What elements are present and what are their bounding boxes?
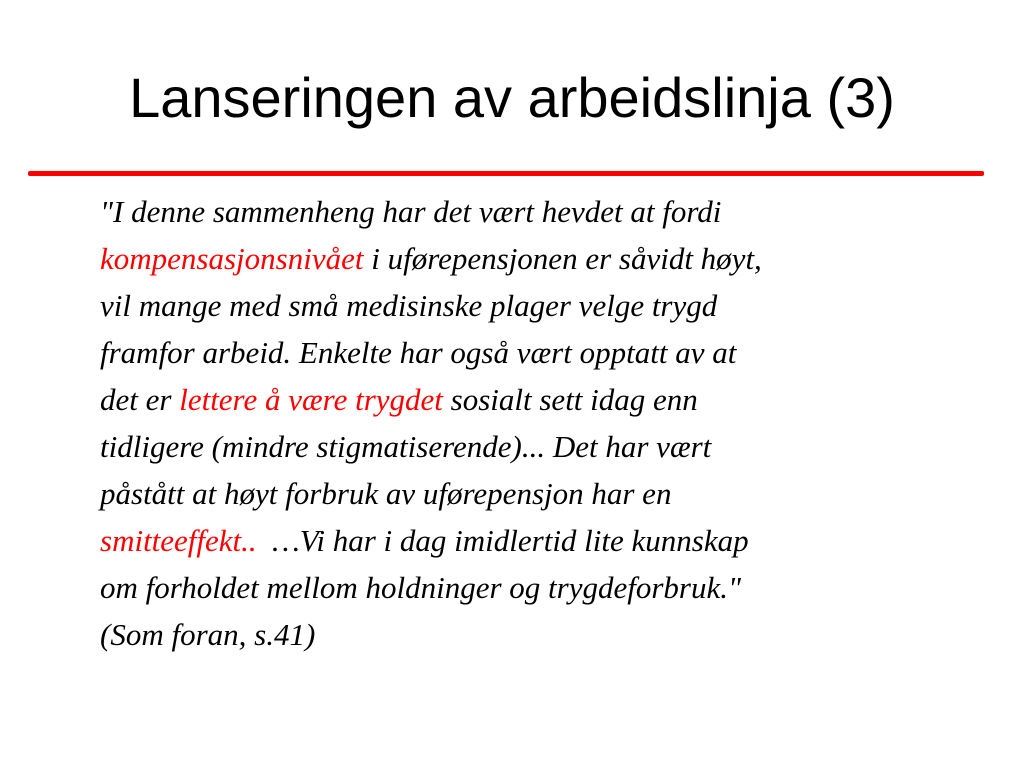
highlight-smitteeffekt: smitteeffekt.. [100, 523, 257, 558]
quote-line-5-post: sosialt sett idag enn [442, 382, 698, 417]
quote-line-9: om forholdet mellom holdninger og trygdeforbruk." [100, 570, 742, 605]
highlight-kompensasjonsnivaaet: kompensasjonsnivået [100, 241, 364, 276]
quote-line-6: tidligere (mindre stigmatiserende)... Det har vært [100, 429, 712, 464]
quote-source: (Som foran, s.41) [100, 617, 316, 652]
quote-line-5 [100, 376, 980, 423]
quote-line-5-pre: det er [100, 382, 180, 417]
title-divider [28, 171, 984, 176]
quote-line-2-rest: i uførepensjonen er såvidt høyt, [363, 241, 762, 276]
quote-line-8 [100, 517, 980, 564]
quote-line-3: vil mange med små medisinske plager velge trygd [100, 288, 718, 323]
quote-block [100, 188, 980, 658]
quote-line-7: påstått at høyt forbruk av uførepensjon har en [100, 476, 672, 511]
quote-line-2 [100, 235, 980, 282]
slide-title: Lanseringen av arbeidslinja (3) [129, 66, 895, 129]
quote-line-1: "I denne sammenheng har det vært hevdet at fordi [100, 194, 722, 229]
quote-line-4: framfor arbeid. Enkelte har også vært opptatt av at [100, 335, 737, 370]
quote-line-8-rest: …Vi har i dag imidlertid lite kunnskap [256, 523, 749, 558]
highlight-lettere-aa-vaere-trygdet: lettere å være trygdet [179, 382, 443, 417]
